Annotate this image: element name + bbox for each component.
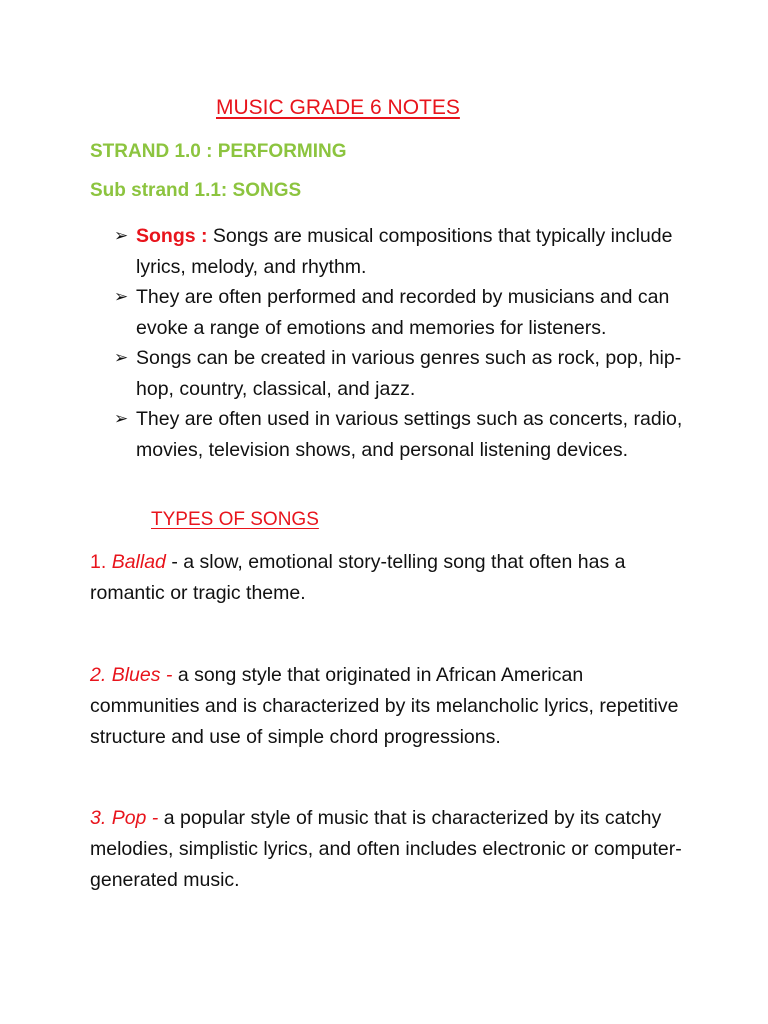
type-name: Ballad [111, 551, 166, 573]
type-number: 3. [90, 807, 112, 829]
bullet-text: They are often used in various settings such as concerts, radio, movies, television shows, and personal listening devices. [136, 408, 683, 461]
type-name: Pop [111, 807, 147, 829]
type-item-blues [90, 660, 690, 753]
type-item-pop [90, 803, 690, 896]
bullet-label: Songs : [136, 225, 208, 247]
types-of-songs-heading: TYPES OF SONGS [151, 509, 319, 530]
strand-heading: STRAND 1.0 : PERFORMING [90, 141, 347, 162]
type-description: - a slow, emotional story-telling song that often has a romantic or tragic theme. [90, 551, 626, 604]
type-name: Blues [111, 664, 161, 686]
arrow-bullet-icon: ➢ [114, 226, 129, 245]
bullet-item [114, 404, 714, 465]
arrow-bullet-icon: ➢ [114, 348, 129, 367]
type-number: 2. [90, 664, 112, 686]
type-separator: - [160, 664, 178, 686]
type-description: a song style that originated in African American communities and is characterized by its melancholic lyrics, repetitive structure and use of simple chord progressions. [90, 664, 679, 748]
type-separator: - [146, 807, 164, 829]
type-number: 1. [90, 551, 112, 573]
page-title: MUSIC GRADE 6 NOTES [216, 96, 460, 119]
bullet-item [114, 221, 714, 282]
bullet-text: They are often performed and recorded by musicians and can evoke a range of emotions and memories for listeners. [136, 286, 670, 339]
bullet-item [114, 282, 714, 343]
arrow-bullet-icon: ➢ [114, 287, 129, 306]
type-description: a popular style of music that is characterized by its catchy melodies, simplistic lyrics, and often includes electronic or computer-generated music. [90, 807, 682, 891]
songs-bullet-list [114, 221, 714, 465]
bullet-item [114, 343, 714, 404]
type-item-ballad [90, 547, 690, 609]
bullet-text: Songs are musical compositions that typically include lyrics, melody, and rhythm. [136, 225, 673, 278]
arrow-bullet-icon: ➢ [114, 409, 129, 428]
bullet-text: Songs can be created in various genres such as rock, pop, hip-hop, country, classical, and jazz. [136, 347, 682, 400]
substrand-heading: Sub strand 1.1: SONGS [90, 180, 302, 201]
